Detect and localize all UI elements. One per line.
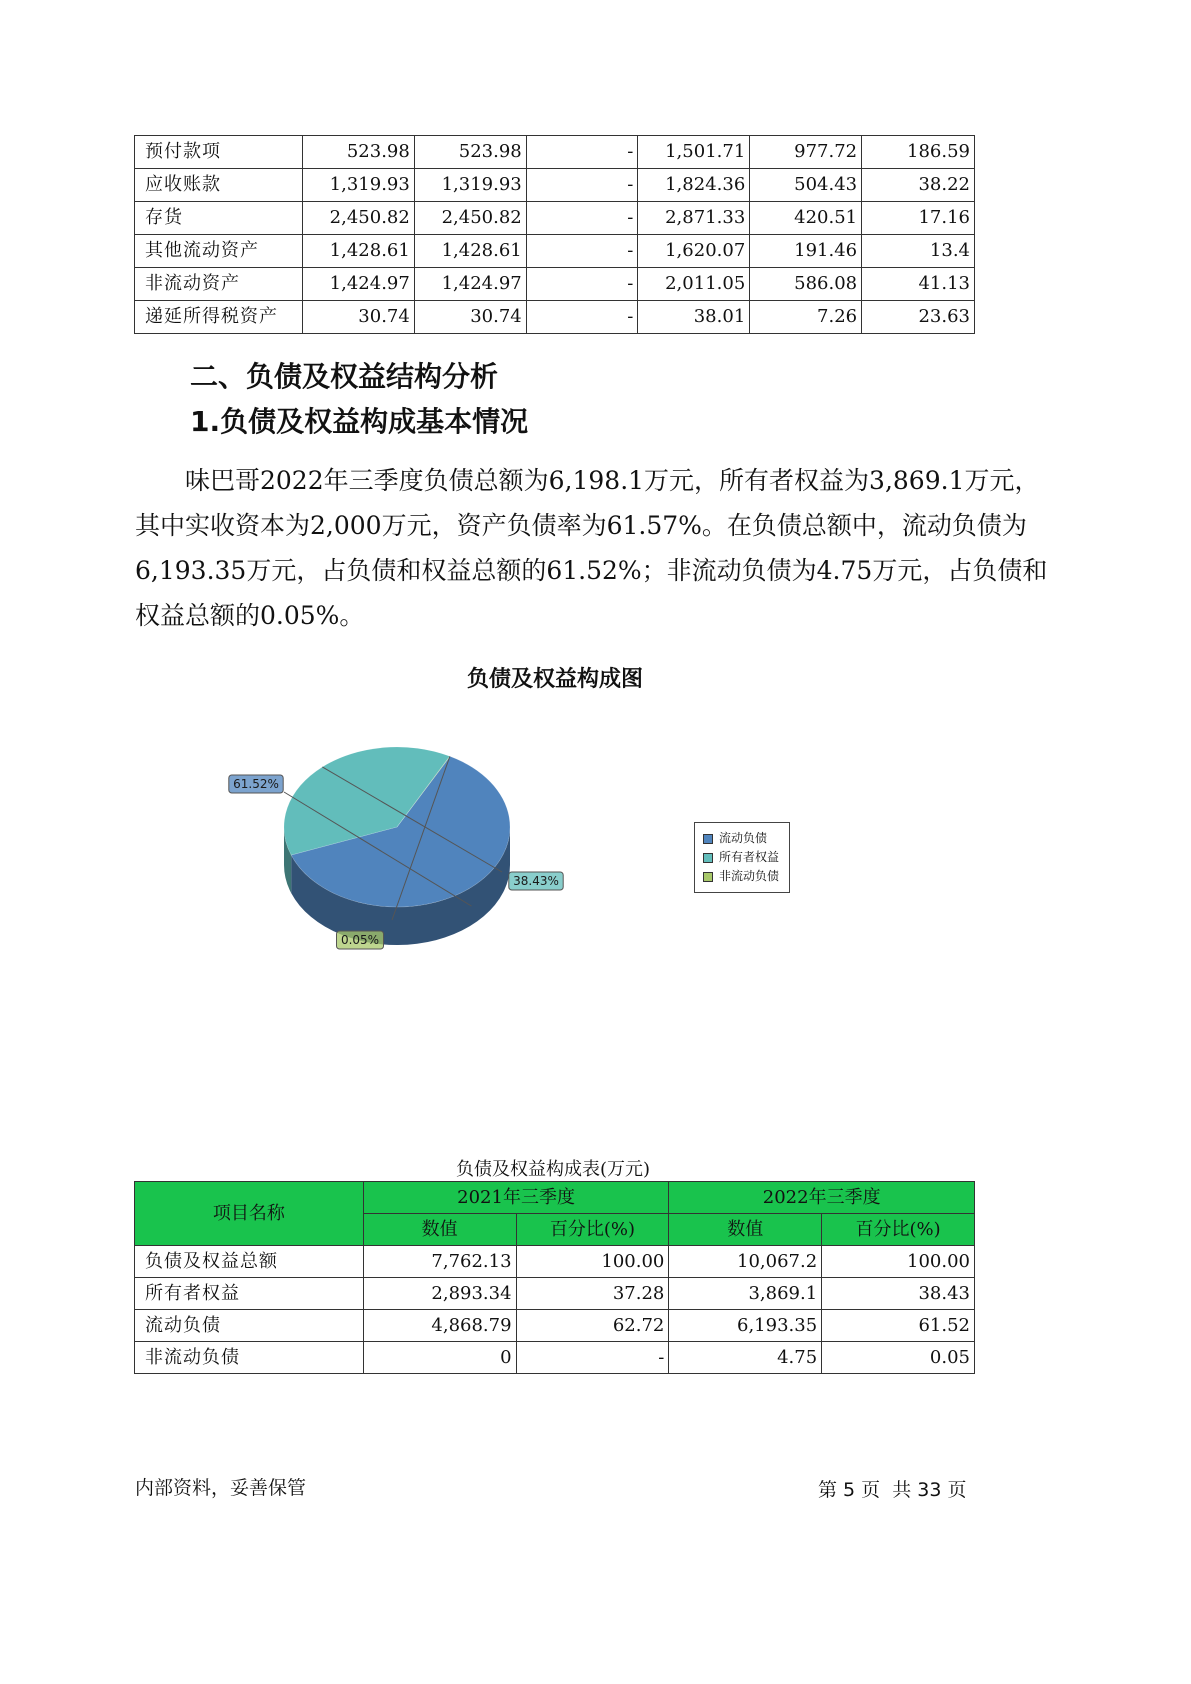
header-period-2022: 2022年三季度 [669,1182,975,1214]
table-row [135,202,975,235]
cell-p1: 100.00 [516,1246,669,1278]
cell-v4: 38.01 [638,301,750,334]
cell-v4: 2,011.05 [638,268,750,301]
cell-v6: 23.63 [862,301,975,334]
section-subheading: 1.负债及权益构成基本情况 [190,405,529,438]
asset-table [134,135,975,334]
cell-v1: 2,450.82 [302,202,414,235]
cell-v6: 13.4 [862,235,975,268]
pie-chart [200,720,620,980]
cell-v1: 1,319.93 [302,169,414,202]
table-row [135,169,975,202]
cell-v2: 2,450.82 [414,202,526,235]
cell-v4: 1,620.07 [638,235,750,268]
cell-v2: 3,869.1 [669,1278,822,1310]
liability-equity-table [134,1181,975,1374]
cell-v2: 30.74 [414,301,526,334]
cell-p2: 100.00 [822,1246,975,1278]
row-label: 应收账款 [135,169,303,202]
legend-swatch-noncurrent-liabilities [703,872,713,882]
cell-v2: 523.98 [414,136,526,169]
row-label: 非流动负债 [135,1342,364,1374]
cell-p2: 0.05 [822,1342,975,1374]
summary-text: 味巴哥2022年三季度负债总额为6,198.1万元，所有者权益为3,869.1万元，其中实收资本为2,000万元，资产负债率为61.57%。在负债总额中，流动负债为6,193.35万元，占负债和权益总额的61.52%；非流动负债为4.75万元，占负债和权益总额的0.05%。 [135,466,1048,630]
pie-value-label-2: 0.05% [340,933,380,947]
cell-p2: 38.43 [822,1278,975,1310]
cell-v3: - [526,301,638,334]
table-row [135,1246,975,1278]
cell-v4: 1,824.36 [638,169,750,202]
cell-v1: 7,762.13 [363,1246,516,1278]
cell-v4: 1,501.71 [638,136,750,169]
cell-v6: 41.13 [862,268,975,301]
legend-item-current-liabilities: 流动负债 [703,829,779,848]
cell-v2: 1,319.93 [414,169,526,202]
header-percent-2022: 百分比(%) [822,1214,975,1246]
cell-v6: 186.59 [862,136,975,169]
cell-p1: 37.28 [516,1278,669,1310]
section-heading: 二、负债及权益结构分析 [190,360,499,393]
cell-v6: 17.16 [862,202,975,235]
cell-v5: 7.26 [750,301,862,334]
table-row [135,1342,975,1374]
row-label: 其他流动资产 [135,235,303,268]
pie-value-label-1: 38.43% [513,874,559,888]
legend-swatch-equity [703,853,713,863]
footer-page-number: 第 5 页 共 33 页 [818,1479,967,1501]
cell-v1: 30.74 [302,301,414,334]
table-row [135,268,975,301]
legend-item-noncurrent-liabilities: 非流动负债 [703,867,779,886]
cell-p2: 61.52 [822,1310,975,1342]
cell-v2: 1,428.61 [414,235,526,268]
chart-legend [694,822,790,893]
table-row [135,1310,975,1342]
cell-v1: 4,868.79 [363,1310,516,1342]
header-item-name: 项目名称 [135,1182,364,1246]
cell-v6: 38.22 [862,169,975,202]
row-label: 流动负债 [135,1310,364,1342]
cell-v3: - [526,169,638,202]
header-percent-2021: 百分比(%) [516,1214,669,1246]
table-row [135,1278,975,1310]
cell-v2: 1,424.97 [414,268,526,301]
table-row [135,235,975,268]
footer-left: 内部资料，妥善保管 [135,1477,307,1499]
table-row [135,301,975,334]
cell-v2: 10,067.2 [669,1246,822,1278]
cell-v3: - [526,268,638,301]
cell-v5: 586.08 [750,268,862,301]
cell-v4: 2,871.33 [638,202,750,235]
row-label: 所有者权益 [135,1278,364,1310]
cell-v5: 191.46 [750,235,862,268]
cell-v5: 977.72 [750,136,862,169]
row-label: 存货 [135,202,303,235]
chart-title: 负债及权益构成图 [466,667,643,692]
row-label: 负债及权益总额 [135,1246,364,1278]
cell-v1: 1,424.97 [302,268,414,301]
table-row [135,136,975,169]
cell-v3: - [526,235,638,268]
cell-v2: 6,193.35 [669,1310,822,1342]
pie-value-label-0: 61.52% [233,777,279,791]
cell-v1: 1,428.61 [302,235,414,268]
header-value-2022: 数值 [669,1214,822,1246]
legend-item-equity: 所有者权益 [703,848,779,867]
header-period-2021: 2021年三季度 [363,1182,669,1214]
row-label: 预付款项 [135,136,303,169]
summary-paragraph [135,458,1055,638]
cell-v5: 420.51 [750,202,862,235]
row-label: 非流动资产 [135,268,303,301]
cell-v3: - [526,136,638,169]
legend-swatch-current-liabilities [703,834,713,844]
cell-v3: - [526,202,638,235]
cell-p1: - [516,1342,669,1374]
cell-v2: 4.75 [669,1342,822,1374]
table-caption: 负债及权益构成表(万元) [455,1159,651,1180]
cell-p1: 62.72 [516,1310,669,1342]
cell-v1: 0 [363,1342,516,1374]
row-label: 递延所得税资产 [135,301,303,334]
header-value-2021: 数值 [363,1214,516,1246]
cell-v1: 523.98 [302,136,414,169]
cell-v5: 504.43 [750,169,862,202]
cell-v1: 2,893.34 [363,1278,516,1310]
